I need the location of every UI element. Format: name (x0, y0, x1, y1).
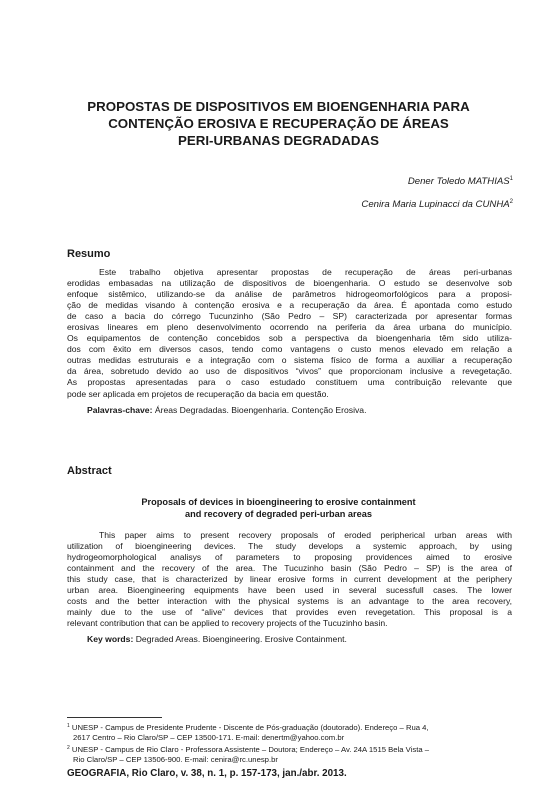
abstract-line: containment and the recovery of the area. The Tucuzinho basin (São Pedro – SP) is the area of (67, 563, 512, 574)
abstract-line: mainly due to the use of “alive” devices that provides even revegetation. This proposal is a (67, 607, 512, 618)
abstract-line: This paper aims to present recovery proposals of eroded peripherical urban areas with (99, 530, 512, 540)
abstract-line: costs and the better interaction with the physical systems is an advantage to the area recovery, (67, 596, 512, 607)
title-line: PROPOSTAS DE DISPOSITIVOS EM BIOENGENHARIA PARA (87, 99, 470, 114)
resumo-line: erodidas embasadas na utilização de dispositivos de bioengenharia. O estudo se desenvolve sob (67, 278, 512, 289)
footnote-line: 2617 Centro – Rio Claro/SP – CEP 13500-171. E-mail: denertm@yahoo.com.br (73, 733, 345, 742)
footnote-line (67, 743, 513, 755)
footnote-text: UNESP - Campus de Presidente Prudente - Discente de Pós-graduação (doutorado). Endereço – Rua 4, (71, 723, 429, 732)
author-name: Cenira Maria Lupinacci da CUNHA (361, 199, 510, 210)
resumo-line: erosivas lineares em pleno desenvolvimento ocorrendo na periferia da área urbana do município. (67, 322, 512, 333)
abstract-title-line: and recovery of degraded peri-urban areas (185, 509, 372, 519)
resumo-heading: Resumo (67, 248, 111, 260)
resumo-body (67, 267, 512, 400)
abstract-line: relevant contribution that can be applied to recovery projects of the Tucuzinho basin. (67, 618, 388, 629)
keywords-label: Palavras-chave: (87, 405, 153, 415)
abstract-body (67, 530, 512, 629)
abstract-line: hydrogeomorphological analisys of parameters to proposing providences aimed to erosive (67, 552, 512, 563)
resumo-line: Os equipamentos de contenção concebidos sob a perspectiva da bioengenharia têm sido utiliza- (67, 333, 512, 344)
footnote-2 (67, 743, 513, 765)
title-line: PERI-URBANAS DEGRADADAS (178, 133, 379, 148)
resumo-line: pode ser aplicada em projetos de recuperação da bacia em questão. (67, 388, 329, 399)
author-2 (361, 192, 513, 215)
resumo-line: Este trabalho objetiva apresentar propostas de recuperação de áreas peri-urbanas (99, 267, 512, 277)
paper-title (60, 98, 497, 149)
abstract-heading: Abstract (67, 465, 112, 477)
keywords-text: Degraded Areas. Bioengineering. Erosive Containment. (135, 634, 347, 644)
resumo-line: ção de medidas visando à contenção erosiva e a recuperação da área. É apontada como estudo (67, 300, 512, 311)
journal-citation: GEOGRAFIA, Rio Claro, v. 38, n. 1, p. 157-173, jan./abr. 2013. (67, 768, 347, 779)
footnote-mark: 1 (67, 723, 70, 729)
resumo-keywords (87, 405, 366, 415)
resumo-line: enfoque sistêmico, utilizando-se da análise de parâmetros hidrogeomorfológicos para a proposi- (67, 289, 512, 300)
footnote-marker: 1 (509, 176, 513, 182)
abstract-line: utilization of bioengineering devices. The study develops a systemic approach, by using (67, 541, 512, 552)
resumo-line: dos com êxito em diversos casos, tendo como vantagens o custo menos elevado em relação a (67, 344, 512, 355)
author-name: Dener Toledo MATHIAS (407, 176, 510, 187)
abstract-line: urban area. Bioengineering equipments have been used in several sucessfull cases. The lower (67, 585, 512, 596)
footnote-1 (67, 721, 513, 743)
abstract-title (60, 496, 497, 520)
abstract-title-line: Proposals of devices in bioengineering to erosive containment (141, 497, 416, 507)
footnote-line (67, 721, 513, 733)
footnote-line: Rio Claro/SP – CEP 13506-900. E-mail: cenira@rc.unesp.br (73, 755, 278, 764)
keywords-label: Key words: (87, 634, 134, 644)
author-1 (361, 169, 513, 192)
footnote-divider (67, 717, 162, 718)
footnote-text: UNESP - Campus de Rio Claro - Professora Assistente – Doutora; Endereço – Av. 24A 1515 Bela Vista – (71, 745, 430, 754)
footnote-marker: 2 (509, 199, 513, 205)
author-list (361, 169, 513, 215)
resumo-line: da área, sobretudo devido ao uso de dispositivos “vivos” que proporcionam inclusive a revegetação. (67, 366, 512, 377)
abstract-keywords (87, 634, 347, 644)
resumo-line: de caso a bacia do córrego Tucunzinho (São Pedro – SP) caracterizada por apresentar formas (67, 311, 512, 322)
resumo-line: outras medidas estruturais e a integração com o sistema físico de forma a auxiliar a recuperação (67, 355, 512, 366)
resumo-line: As propostas apresentadas para o caso estudado constituem uma contribuição relevante que (67, 377, 512, 388)
abstract-line: this study case, that is characterized by linear erosive forms in current development at the periphery (67, 574, 512, 585)
keywords-text: Áreas Degradadas. Bioengenharia. Contenção Erosiva. (154, 405, 367, 415)
footnote-mark: 2 (67, 745, 70, 751)
title-line: CONTENÇÃO EROSIVA E RECUPERAÇÃO DE ÁREAS (108, 116, 449, 131)
